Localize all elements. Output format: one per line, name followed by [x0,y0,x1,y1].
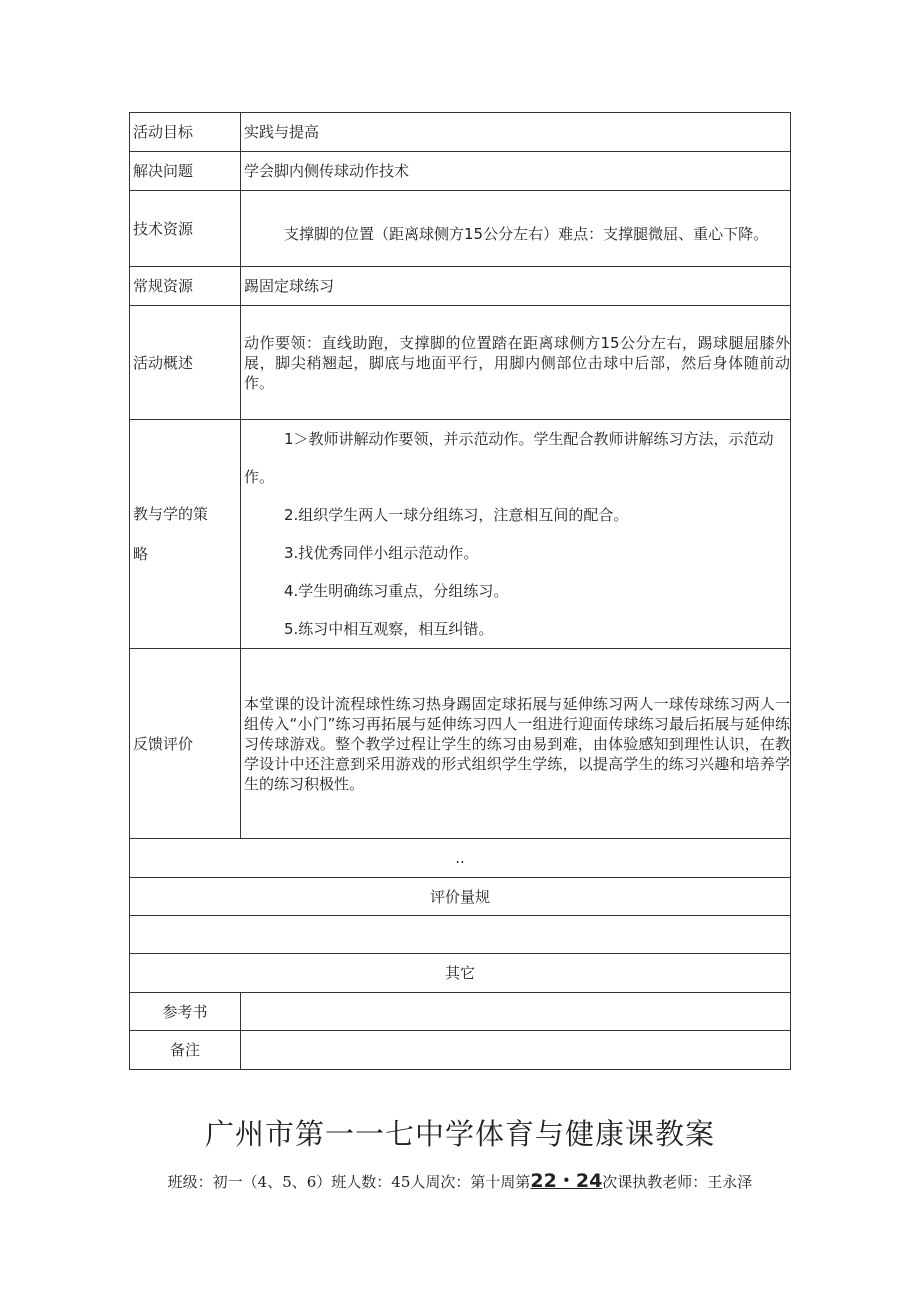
row-other-heading [130,954,791,993]
lesson-numbers: 22・24 [530,1170,603,1192]
routine-label: 常规资源 [130,267,241,306]
tech-cell [241,191,791,267]
problem-label: 解决问题 [130,152,241,191]
row-feedback [130,649,791,839]
row-tech [130,191,791,267]
row-notes [130,1031,791,1070]
row-dots [130,839,791,878]
routine-value: 踢固定球练习 [241,267,791,306]
strategy-label [130,420,241,649]
info-prefix: 班级：初一（4、5、6）班人数：45人周次：第十周第 [167,1173,531,1191]
assessment-heading: 评价量规 [130,878,791,916]
row-problem [130,152,791,191]
overview-label: 活动概述 [130,306,241,420]
lesson-plan-table [129,112,791,1070]
goal-value: 实践与提高 [241,113,791,152]
info-suffix: 次课执教老师：王永泽 [602,1173,753,1191]
strategy-item-5: 5.练习中相互观察，相互纠错。 [284,620,494,638]
problem-value: 学会脚内侧传球动作技术 [241,152,791,191]
notes-label: 备注 [130,1031,241,1070]
strategy-cell [241,420,791,649]
row-overview [130,306,791,420]
row-strategy [130,420,791,649]
row-assessment-heading [130,878,791,916]
strategy-item-3: 3.找优秀同伴小组示范动作。 [284,544,479,562]
row-goal [130,113,791,152]
row-routine [130,267,791,306]
strategy-label-line2: 略 [133,545,149,563]
assessment-blank-cell [130,916,791,954]
notes-value [241,1031,791,1070]
feedback-label: 反馈评价 [130,649,241,839]
page-title: 广州市第一一七中学体育与健康课教案 [204,1117,715,1151]
tech-label: 技术资源 [130,191,241,267]
overview-value: 动作要领：直线助跑，支撑脚的位置踏在距离球侧方15公分左右，踢球腿屈膝外展，脚尖稍翘起，脚底与地面平行，用脚内侧部位击球中后部，然后身体随前动作。 [241,306,791,420]
tech-value: 支撑脚的位置（距离球侧方15公分左右）难点：支撑腿微屈、重心下降。 [284,224,769,243]
strategy-item-4: 4.学生明确练习重点，分组练习。 [284,582,509,600]
dots-cell: .. [130,839,791,878]
goal-label: 活动目标 [130,113,241,152]
other-heading: 其它 [130,954,791,993]
feedback-value: 本堂课的设计流程球性练习热身踢固定球拓展与延伸练习两人一球传球练习两人一组传入“小门”练习再拓展与延伸练习四人一组进行迎面传球练习最后拓展与延伸练习传球游戏。整个教学过程让学生的练习由易到难，由体验感知到理性认识，在教学设计中还注意到采用游戏的形式组织学生学练，以提高学生的练习兴趣和培养学生的练习积极性。 [241,649,791,839]
reference-label: 参考书 [130,993,241,1031]
row-assessment-blank [130,916,791,954]
class-info-line [0,1166,920,1193]
strategy-item-2: 2.组织学生两人一球分组练习，注意相互间的配合。 [284,506,629,524]
strategy-item-1: 1＞教师讲解动作要领，并示范动作。学生配合教师讲解练习方法，示范动作。 [244,430,774,486]
strategy-label-line1: 教与学的策 [133,505,209,523]
reference-value [241,993,791,1031]
row-reference [130,993,791,1031]
